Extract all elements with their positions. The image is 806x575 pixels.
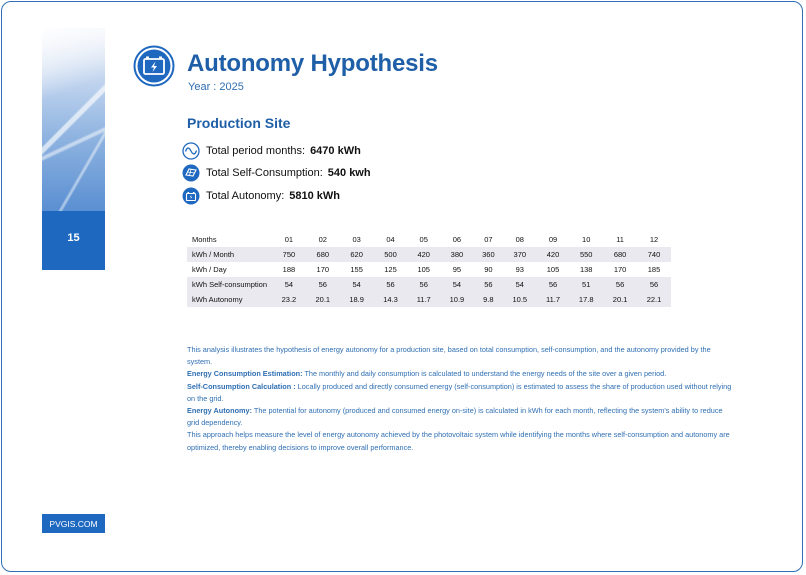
table-cell: kWh Autonomy (187, 292, 272, 307)
table-cell: 95 (452, 265, 462, 274)
table-cell: 10.5 (503, 292, 537, 307)
table-cell: 750 (272, 247, 306, 262)
table-cell: 185 (647, 265, 661, 274)
table-cell: 56 (374, 277, 408, 292)
description-item (187, 381, 732, 405)
table-header-cell: 01 (284, 235, 294, 244)
wave-icon (182, 142, 200, 160)
table-cell: 138 (579, 265, 593, 274)
description-term: Energy Consumption Estimation: (187, 369, 303, 379)
table-row (187, 292, 671, 307)
table-cell: 51 (569, 277, 603, 292)
table-cell: 54 (272, 277, 306, 292)
table-cell: 22.1 (637, 292, 671, 307)
table-cell: 740 (637, 247, 671, 262)
table-cell: 17.8 (569, 292, 603, 307)
table-cell: 54 (340, 277, 374, 292)
table-header-cell: 04 (386, 235, 395, 244)
description-text: Locally produced and directly consumed energy (self-consumption) is estimated to assess the share of production used without relying on the grid. (187, 381, 732, 403)
table-cell: 380 (440, 247, 474, 262)
table-row (187, 247, 671, 262)
table-cell: 11.7 (537, 292, 570, 307)
page-number-band (42, 211, 105, 270)
description-term: Energy Autonomy: (187, 406, 252, 416)
stat-self-consumption (182, 163, 371, 183)
description-text: The potential for autonomy (produced and consumed energy on-site) is calculated in kWh for each month, reflecting the system's ability to reduce grid dependency. (187, 406, 723, 428)
table-row (187, 277, 671, 292)
stat-label: Total period months: (206, 145, 306, 157)
table-cell: 90 (484, 265, 493, 274)
table-cell: 125 (384, 265, 397, 274)
table-cell: 370 (503, 247, 537, 262)
stat-autonomy (182, 186, 340, 206)
stat-label: Total Autonomy: (206, 190, 285, 202)
table-header-cell: 08 (515, 235, 524, 244)
table-cell: 680 (603, 247, 637, 262)
table-cell: 56 (407, 277, 440, 292)
description-text: The monthly and daily consumption is calculated to understand the energy needs of the site over a given period. (302, 369, 667, 379)
page-number: 15 (67, 231, 80, 244)
table-cell: 10.9 (440, 292, 474, 307)
battery-charging-icon (133, 45, 175, 87)
table-cell: 93 (515, 265, 524, 274)
table-cell: 20.1 (306, 292, 340, 307)
stat-label: Total Self-Consumption: (206, 167, 323, 179)
description-item (187, 405, 732, 429)
table-cell: 9.8 (474, 292, 503, 307)
stat-value: 5810 kWh (289, 190, 341, 202)
table-cell: 20.1 (603, 292, 637, 307)
description-conclusion: This approach helps measure the level of energy autonomy achieved by the photovoltaic system while identifying the months where self-consumption and autonomy are optimized, thereby enabling decisions to improve overall performance. (187, 430, 730, 452)
table-cell: 155 (350, 265, 363, 274)
section-title: Production Site (187, 115, 291, 131)
table-cell: 105 (546, 265, 560, 274)
table-cell: 56 (537, 277, 570, 292)
table-header-cell: 05 (419, 235, 428, 244)
table-cell: 105 (417, 265, 430, 274)
table-cell: 170 (613, 265, 627, 274)
stat-value: 6470 kWh (310, 145, 361, 157)
table-cell: 56 (306, 277, 340, 292)
table-cell: 56 (474, 277, 503, 292)
table-cell: 420 (407, 247, 440, 262)
table-cell: 18.9 (340, 292, 374, 307)
page-title: Autonomy Hypothesis (187, 50, 438, 77)
table-cell: 170 (316, 265, 330, 274)
autonomy-table (187, 232, 671, 307)
table-header-cell: 10 (582, 235, 591, 244)
table-cell: 620 (340, 247, 374, 262)
table-header-cell: 09 (548, 235, 558, 244)
description-item (187, 368, 732, 380)
table-cell: 500 (374, 247, 408, 262)
table-cell: 56 (603, 277, 637, 292)
table-header-cell: Months (192, 235, 217, 244)
table-cell: 11.7 (407, 292, 440, 307)
table-header-row (187, 232, 671, 247)
table-cell: kWh Self-consumption (187, 277, 272, 292)
description-intro: This analysis illustrates the hypothesis of energy autonomy for a production site, based on total consumption, self-consumption, and the autonomy provided by the system. (187, 345, 711, 367)
description-term: Self-Consumption Calculation : (187, 381, 296, 391)
table-cell: 54 (503, 277, 537, 292)
stat-total-period (182, 141, 361, 161)
table-row (187, 262, 671, 277)
table-header-cell: 07 (484, 235, 493, 244)
table-cell: kWh / Month (187, 247, 272, 262)
table-cell: 188 (282, 265, 296, 274)
stat-value: 540 kwh (327, 167, 371, 179)
footer-badge[interactable]: PVGIS.COM (42, 514, 105, 533)
table-cell: 360 (474, 247, 503, 262)
table-cell: 23.2 (272, 292, 306, 307)
table-cell: 54 (440, 277, 474, 292)
table-header-cell: 11 (616, 235, 624, 244)
table-header-cell: 03 (352, 235, 361, 244)
table-header-cell: 02 (318, 235, 327, 244)
table-cell: kWh / Day (192, 265, 227, 274)
table-cell: 680 (306, 247, 340, 262)
table-cell: 550 (569, 247, 603, 262)
side-photo (42, 28, 105, 211)
table-header-cell: 06 (452, 235, 462, 244)
table-cell: 420 (537, 247, 570, 262)
battery-icon (182, 187, 200, 205)
solar-panel-icon (182, 164, 200, 182)
year-label: Year : 2025 (188, 81, 244, 93)
description-block (187, 344, 732, 454)
table-header-cell: 12 (649, 235, 659, 244)
table-cell: 56 (637, 277, 671, 292)
table-cell: 14.3 (374, 292, 408, 307)
